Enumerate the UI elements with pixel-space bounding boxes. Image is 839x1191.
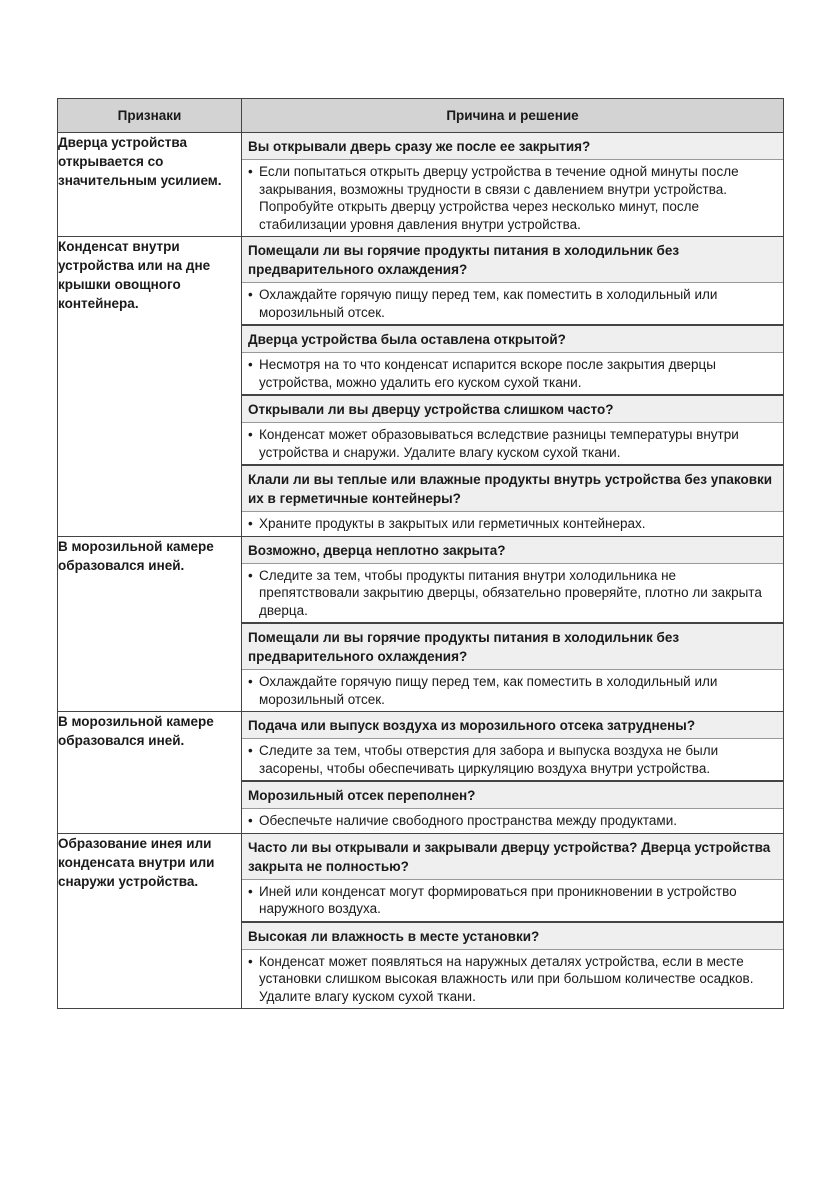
cause-question: Часто ли вы открывали и закрывали дверцу устройства? Дверца устройства закрыта не полностью? [242,834,783,880]
bullet-icon: • [248,953,253,969]
cause-answer [242,423,783,464]
answer-text: Охлаждайте горячую пищу перед тем, как поместить в холодильный или морозильный отсек. [259,674,718,707]
answer-text: Обеспечьте наличие свободного пространства между продуктами. [259,813,677,828]
cause-block [242,133,783,236]
cause-answer [242,950,783,1009]
bullet-icon: • [248,427,253,442]
cause-block [242,780,783,833]
cause-block [242,712,783,780]
bullet-icon: • [248,357,253,372]
answer-text: Конденсат может появляться на наружных деталях устройства, если в месте установки слишком высокая влажность или при большом количестве осадков. Удалите влагу куском сухой ткани. [259,953,754,1004]
solution-cell [242,536,784,712]
cause-question: Вы открывали дверь сразу же после ее закрытия? [242,133,783,160]
cause-question: Подача или выпуск воздуха из морозильного отсека затруднены? [242,712,783,739]
bullet-icon: • [248,287,253,302]
answer-text: Иней или конденсат могут формироваться при проникновении в устройство наружного воздуха. [259,883,737,916]
cause-block [242,237,783,324]
cause-block [242,464,783,536]
cause-answer [242,353,783,394]
solution-cell [242,133,784,237]
cause-block [242,537,783,623]
table-row [58,237,784,537]
bullet-icon: • [248,813,253,828]
cause-block [242,394,783,464]
table-header-row [58,99,784,133]
table-row [58,833,784,1009]
cause-answer [242,564,783,623]
bullet-icon: • [248,567,253,583]
cause-block [242,921,783,1009]
cause-answer [242,512,783,536]
cause-block [242,834,783,921]
symptom-cell: Конденсат внутри устройства или на дне крышки овощного контейнера. [58,237,242,537]
cause-block [242,324,783,394]
answer-text: Следите за тем, чтобы отверстия для забора и выпуска воздуха не были засорены, чтобы обеспечивать циркуляцию воздуха внутри устройства. [259,743,719,776]
solution-cell [242,712,784,834]
table-row [58,536,784,712]
cause-answer [242,880,783,921]
cause-question: Помещали ли вы горячие продукты питания в холодильник без предварительного охлаждения? [242,624,783,670]
cause-answer [242,670,783,711]
bullet-icon: • [248,164,253,179]
bullet-icon: • [248,516,253,531]
symptom-cell: Дверца устройства открывается со значительным усилием. [58,133,242,237]
cause-question: Дверца устройства была оставлена открытой? [242,326,783,353]
solution-cell [242,237,784,537]
cause-question: Клали ли вы теплые или влажные продукты внутрь устройства без упаковки их в герметичные контейнеры? [242,466,783,512]
cause-answer [242,809,783,833]
header-symptoms: Признаки [58,99,242,133]
table-row [58,133,784,237]
answer-text: Несмотря на то что конденсат испарится вскоре после закрытия дверцы устройства, можно удалить его куском сухой ткани. [259,357,716,390]
cause-question: Возможно, дверца неплотно закрыта? [242,537,783,564]
answer-text: Охлаждайте горячую пищу перед тем, как поместить в холодильный или морозильный отсек. [259,287,718,320]
symptom-cell: Образование инея или конденсата внутри или снаружи устройства. [58,833,242,1009]
answer-text: Конденсат может образовываться вследствие разницы температуры внутри устройства и снаружи. Удалите влагу куском сухой ткани. [259,427,739,460]
bullet-icon: • [248,674,253,689]
answer-text: Храните продукты в закрытых или герметичных контейнерах. [259,516,646,531]
cause-question: Открывали ли вы дверцу устройства слишком часто? [242,396,783,423]
answer-text: Следите за тем, чтобы продукты питания внутри холодильника не препятствовали закрытию дверцы, обязательно проверяйте, плотно ли закрыта дверца. [259,567,762,618]
troubleshooting-table [57,98,784,1009]
header-cause-solution: Причина и решение [242,99,784,133]
bullet-icon: • [248,743,253,758]
symptom-cell: В морозильной камере образовался иней. [58,536,242,712]
cause-answer [242,739,783,780]
cause-answer [242,160,783,236]
symptom-cell: В морозильной камере образовался иней. [58,712,242,834]
bullet-icon: • [248,883,253,899]
solution-cell [242,833,784,1009]
cause-question: Морозильный отсек переполнен? [242,782,783,809]
cause-question: Высокая ли влажность в месте установки? [242,923,783,950]
table-row [58,712,784,834]
answer-text: Если попытаться открыть дверцу устройства в течение одной минуты после закрывания, возможны трудности в связи с давлением внутри устройства. Попробуйте открыть дверцу устройства через несколько минут, после стабилизации уровня давления внутри устройства. [259,164,739,232]
cause-question: Помещали ли вы горячие продукты питания в холодильник без предварительного охлаждения? [242,237,783,283]
cause-block [242,622,783,711]
cause-answer [242,283,783,324]
